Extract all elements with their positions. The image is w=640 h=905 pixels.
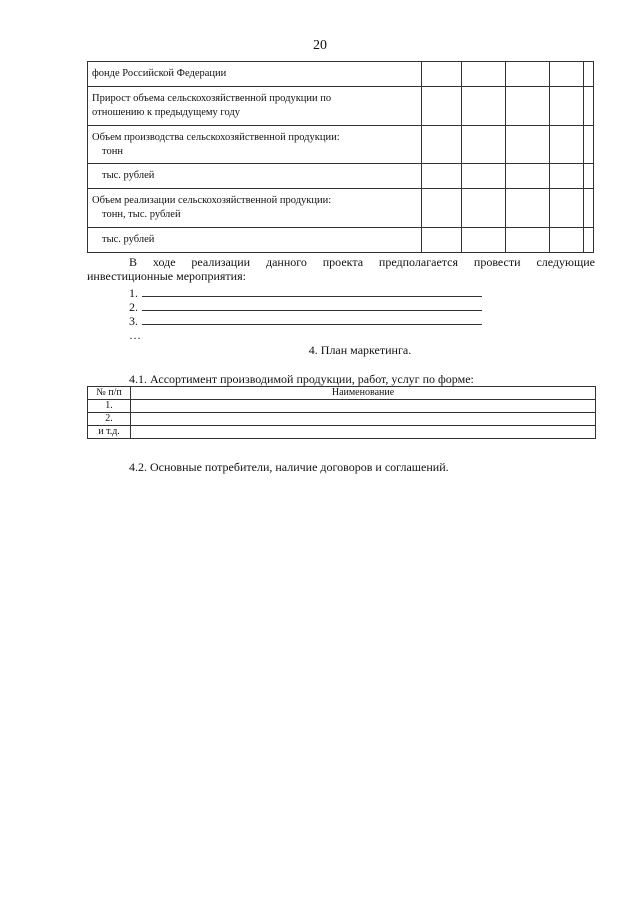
row-label-line: отношению к предыдущему году	[92, 107, 240, 118]
table-row	[88, 426, 596, 439]
table-cell	[422, 87, 462, 126]
page-number: 20	[313, 38, 327, 53]
row-label-line: фонде Российской Федерации	[92, 68, 227, 79]
table-row	[88, 62, 594, 87]
indicators-table	[87, 61, 594, 253]
table-cell	[462, 126, 506, 164]
table-row	[88, 87, 594, 126]
list-item	[129, 299, 482, 314]
row-num: 2.	[88, 413, 131, 426]
table-row	[88, 413, 596, 426]
table-cell	[506, 126, 550, 164]
table-row	[88, 189, 594, 228]
table-cell	[462, 62, 506, 87]
list-number: 1.	[129, 286, 138, 300]
row-label	[88, 87, 422, 126]
table-cell	[550, 126, 584, 164]
row-label	[88, 164, 422, 189]
table-cell	[462, 228, 506, 253]
table-cell	[422, 164, 462, 189]
table-cell	[584, 126, 594, 164]
table-cell	[506, 228, 550, 253]
table-cell	[550, 189, 584, 228]
table-cell	[462, 189, 506, 228]
table-cell	[584, 62, 594, 87]
table-cell	[550, 62, 584, 87]
table-header-row	[88, 387, 596, 400]
paragraph-line2: инвестиционные мероприятия:	[87, 269, 246, 283]
table-cell	[462, 164, 506, 189]
table-cell	[422, 126, 462, 164]
table-cell	[506, 87, 550, 126]
paragraph-line1: В ходе реализации данного проекта предполагается провести следующие	[129, 255, 595, 269]
table-row	[88, 126, 594, 164]
row-label-line: тыс. рублей	[102, 170, 155, 181]
row-num: 1.	[88, 400, 131, 413]
row-label-line: Прирост объема сельскохозяйственной продукции по	[92, 93, 332, 104]
table-row	[88, 400, 596, 413]
list-item	[129, 285, 482, 300]
table-row	[88, 228, 594, 253]
table-cell	[584, 87, 594, 126]
list-item	[129, 313, 482, 328]
row-label	[88, 126, 422, 164]
table-cell	[584, 228, 594, 253]
table-cell	[550, 87, 584, 126]
table-cell	[506, 189, 550, 228]
row-label-line: тыс. рублей	[102, 234, 155, 245]
table-cell	[550, 164, 584, 189]
list-number: 2.	[129, 300, 138, 314]
table-cell	[422, 189, 462, 228]
table-cell	[584, 189, 594, 228]
row-num: и т.д.	[88, 426, 131, 439]
table-cell	[506, 62, 550, 87]
row-label	[88, 62, 422, 87]
row-label	[88, 228, 422, 253]
blank-line	[142, 285, 482, 297]
table-cell	[584, 164, 594, 189]
table-cell	[462, 87, 506, 126]
list-number: 3.	[129, 314, 138, 328]
subsection-4-2: 4.2. Основные потребители, наличие договоров и соглашений.	[129, 460, 449, 474]
row-label-line: Объем производства сельскохозяйственной продукции:	[92, 131, 340, 143]
row-name	[131, 426, 596, 439]
header-name: Наименование	[131, 387, 596, 400]
section-heading: 4. План маркетинга.	[308, 343, 412, 357]
table-row	[88, 164, 594, 189]
list-ellipsis: …	[129, 328, 141, 342]
subsection-4-1: 4.1. Ассортимент производимой продукции, работ, услуг по форме:	[129, 372, 474, 386]
assortment-table	[87, 386, 596, 439]
table-cell	[422, 228, 462, 253]
header-num: № п/п	[88, 387, 131, 400]
row-label-line: Объем реализации сельскохозяйственной продукции:	[92, 195, 332, 206]
table-cell	[422, 62, 462, 87]
row-name	[131, 400, 596, 413]
row-label-line: тонн, тыс. рублей	[102, 209, 181, 220]
row-name	[131, 413, 596, 426]
table-cell	[506, 164, 550, 189]
row-label-line: тонн	[102, 145, 123, 157]
blank-line	[142, 299, 482, 311]
row-label	[88, 189, 422, 228]
blank-line	[142, 313, 482, 325]
table-cell	[550, 228, 584, 253]
